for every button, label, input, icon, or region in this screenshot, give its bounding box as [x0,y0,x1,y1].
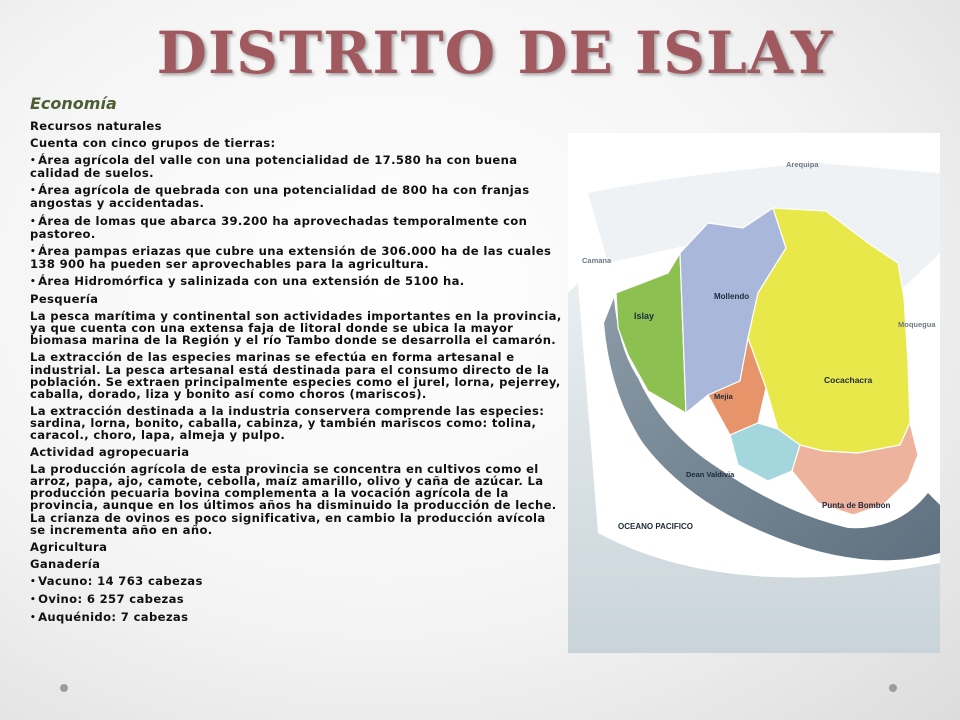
bullet-item: • Auquénido: 7 cabezas [30,611,565,624]
label-ocean: OCEANO PACIFICO [618,522,693,531]
text-paragraph: La pesca marítima y continental son actividades importantes en la provincia, ya que cuenta con una extensa faja de litoral donde se ubica la mayor biomasa marina de la Región y el río Tambo donde se desarrolla el camarón. [30,309,562,348]
district-map-svg [568,133,940,653]
slide-decoration-dot-left [60,684,68,692]
label-islay: Islay [634,311,655,321]
text-paragraph: Ganadería [30,556,101,571]
text-paragraph: Pesquería [30,292,99,307]
text-paragraph: Recursos naturales [30,119,162,133]
bullet-item: • Área pampas eriazas que cubre una extensión de 306.000 ha de las cuales 138 900 ha pueden ser aprovechables para la agricultura. [30,245,565,270]
district-map [568,133,940,653]
bullet-item: • Área de lomas que abarca 39.200 ha aprovechadas temporalmente con pastoreo. [30,215,565,240]
bullet-item: • Área Hidromórfica y salinizada con una extensión de 5100 ha. [30,275,565,288]
text-paragraph: Agricultura [30,539,108,554]
label-arequipa: Arequipa [786,160,819,169]
label-mejia: Mejia [714,392,733,401]
label-moquegua: Moquegua [898,320,936,329]
bullet-item: • Vacuno: 14 763 cabezas [30,575,565,588]
label-punta-de-bombon: Punta de Bombon [822,501,891,510]
text-paragraph: La extracción de las especies marinas se efectúa en forma artesanal e industrial. La pesca artesanal está destinada para el consumo directo de la población. Se extraen principalmente especies como el jurel, lorna, pejerrey, caballa, dorado, liza y bonito así como choros (mariscos). [30,350,561,401]
label-mollendo: Mollendo [714,292,750,301]
slide-decoration-dot-right [889,684,897,692]
text-paragraph: La extracción destinada a la industria conservera comprende las especies: sardina, lorna, bonito, caballa, cabinza, y también mariscos como: tolina, caracol., choro, lapa, almeja y pulpo. [30,403,545,442]
label-dean-valdivia: Dean Valdivia [686,470,735,479]
label-camana: Camana [582,256,612,265]
text-paragraph: Cuenta con cinco grupos de tierras: [30,136,276,151]
bullet-item: • Área agrícola del valle con una potencialidad de 17.580 ha con buena calidad de suelos. [30,154,565,179]
slide-title: DISTRITO DE ISLAY [156,19,834,87]
text-paragraph: La producción agrícola de esta provincia se concentra en cultivos como el arroz, papa, ajo, camote, cebolla, maíz amarillo, olivo y caña de azúcar. La producción pecuaria bovina complementa a la vocación agrícola de la provincia, aunque en los últimos años ha disminuido la producción de leche. La crianza de ovinos es poco significativa, en cambio la producción avícola se incrementa año en año. [30,462,557,537]
bullet-item: • Área agrícola de quebrada con una potencialidad de 800 ha con franjas angostas y accidentadas. [30,184,565,209]
economy-text-body [30,120,565,629]
label-cocachacra: Cocachacra [824,375,873,385]
section-subtitle: Economía [30,94,117,113]
bullet-item: • Ovino: 6 257 cabezas [30,593,565,606]
text-paragraph: Actividad agropecuaria [30,445,190,460]
